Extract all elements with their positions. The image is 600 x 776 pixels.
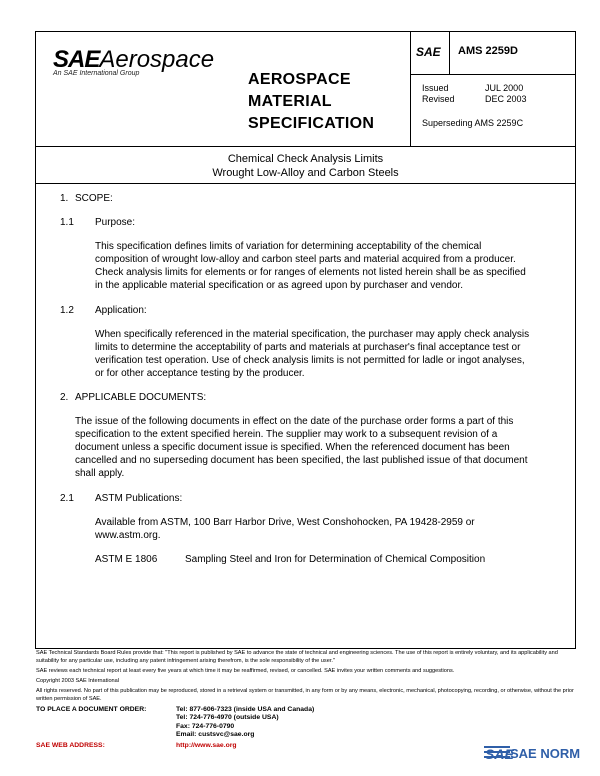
tel-inside-usa: Tel: 877-606-7323 (inside USA and Canada) [176,706,315,713]
astm-code: ASTM E 1806 [95,554,158,565]
spec-type-title [248,69,408,135]
email: Email: custsvc@sae.org [176,731,255,739]
sae-norm-logo [484,742,514,771]
section-1-title: SCOPE: [75,193,113,204]
logo-subtitle: An SAE International Group [53,70,140,77]
title-rule [36,183,575,184]
footer-rules: SAE Technical Standards Board Rules provide that: "This report is published by SAE to advance the state of technical and engineering sciences. The use of this report is entirely voluntary, and its applicability and suitability for any particular use, including any patent infringement arising therefrom, is the sole responsibility of the user." [36,650,558,664]
issued-label: Issued [422,83,449,93]
order-contacts [176,706,314,740]
issued-date: JUL 2000 [485,83,524,93]
section-2-number: 2. [60,392,69,403]
web-address-link[interactable]: http://www.sae.org [176,742,237,749]
header [36,32,575,147]
sae-small-logo: SAE [416,45,441,59]
logo-sae: SAE [53,46,100,73]
document-title [36,152,575,180]
sae-norm-icon [484,742,514,766]
ams-box-divider [449,32,450,74]
section-1-2-number: 1.2 [60,305,74,316]
astm-description: Sampling Steel and Iron for Determination of Chemical Composition [185,554,486,565]
revised-date: DEC 2003 [485,94,527,104]
section-2-1-title: ASTM Publications: [95,493,183,504]
sae-norm-icon-text: SAE [485,746,514,762]
section-1-2-text: When specifically referenced in the material specification, the purchaser may apply check analysis limits to determine the acceptability of parts and materials at purchaser's final acceptance test or verification test operation. Use of check analysis limits is not permitted for ladle or ingot analyses, or for other acceptance testing by the producer. [95,329,530,379]
section-2-1-text: Available from ASTM, 100 Barr Harbor Drive, West Conshohocken, PA 19428-2959 or www.astm.org. [95,517,475,541]
section-1-1-number: 1.1 [60,217,74,228]
ams-number: AMS 2259D [458,45,518,57]
spec-line-1: AEROSPACE [248,71,351,88]
section-1-1-text: This specification defines limits of variation for determining acceptability of the chemical composition of wrought low-alloy and carbon steel parts and material acquired from a producer. Check analysis limits for elements or for ranges of elements not listed herein shall be as specified in the applicable material specification or as agreed upon by purchaser and vendor. [95,241,526,291]
order-label: TO PLACE A DOCUMENT ORDER: [36,706,147,713]
section-1-1-title: Purpose: [95,217,136,228]
footer-review: SAE reviews each technical report at least every five years at which time it may be reaffirmed, revised, or cancelled. SAE invites your written comments and suggestions. [36,668,455,674]
footer-rights: All rights reserved. No part of this publication may be reproduced, stored in a retrieval system or transmitted, in any form or by any means, electronic, mechanical, photocopying, recording, or otherwise, without the prior written permission of SAE. [36,688,574,702]
title-line-1: Chemical Check Analysis Limits [227,153,384,165]
spec-line-3: SPECIFICATION [248,115,375,132]
fax: Fax: 724-776-0790 [176,722,235,730]
revised-label: Revised [422,94,455,104]
superseding: Superseding AMS 2259C [422,118,524,128]
web-address-label: SAE WEB ADDRESS: [36,742,105,749]
section-2-title: APPLICABLE DOCUMENTS: [75,392,207,403]
section-2-text: The issue of the following documents in effect on the date of the purchase order forms a part of this specification to the extent specified herein. The supplier may work to a subsequent revision of a document unless a specific document issue is specified. When the referenced document has been cancelled and no superseding document has been specified, the last published issue of that document shall apply. [75,416,528,479]
title-line-2: Wrought Low-Alloy and Carbon Steels [212,167,399,179]
section-1-number: 1. [60,193,69,204]
section-1-2-title: Application: [95,305,147,316]
spec-line-2: MATERIAL [248,93,332,110]
tel-outside-usa: Tel: 724-776-4970 (outside USA) [176,714,279,722]
ams-number-box [411,32,575,75]
sae-norm-text: SAE NORM [510,746,581,761]
section-2-1-number: 2.1 [60,493,74,504]
logo-aerospace: Aerospace [99,46,215,73]
footer-copyright: Copyright 2003 SAE International [36,678,120,684]
